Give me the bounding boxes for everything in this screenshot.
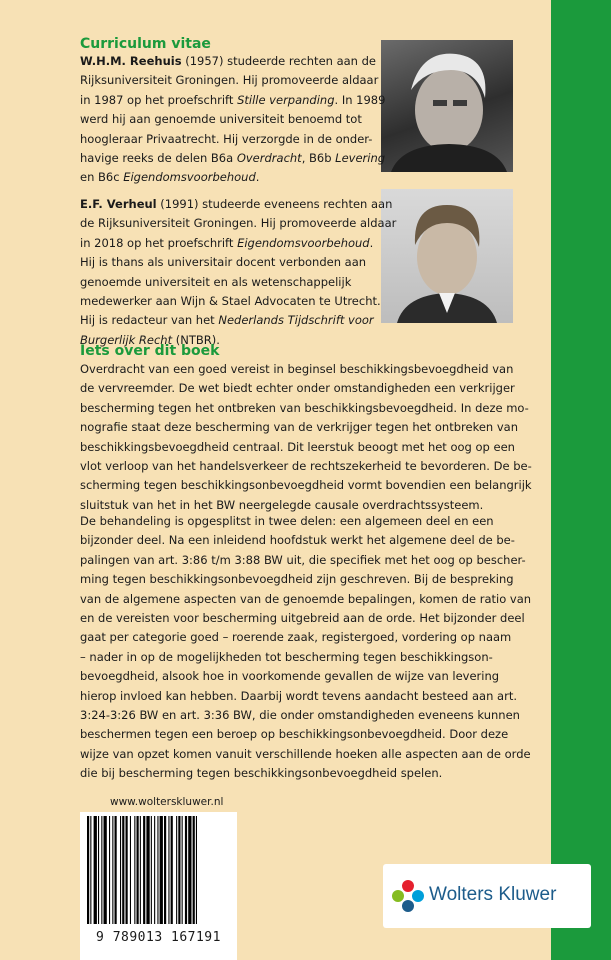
- publisher-url: www.wolterskluwer.nl: [110, 796, 224, 808]
- green-spine-stripe: [551, 0, 611, 960]
- bio-verheul: E.F. Verheul (1991) studeerde eveneens rechten aan de Rijksuniversiteit Groningen. Hij promoveerde aldaar in 2018 op het proefschrift Eigendomsvoorbehoud. Hij is thans als universitair docent verbonden aan genoemde universiteit en als wetenschappelijk medewerker aan Wijn & Stael Advocaten te Utrecht. Hij is redacteur van het Nederlands Tijdschrift voor Burgerlijk Recht (NTBR).: [80, 197, 397, 347]
- book-heading: Iets over dit boek: [80, 343, 220, 359]
- bio-reehuis: W.H.M. Reehuis (1957) studeerde rechten aan de Rijksuniversiteit Groningen. Hij promoveerde aldaar in 1987 op het proefschrift Stille verpanding. In 1989 werd hij aan genoemde universiteit benoemd tot hoogleraar Privaatrecht. Hij verzorgde in de onder- havige reeks de delen B6a Overdracht, B6b Levering en B6c Eigendomsvoorbehoud.: [80, 54, 386, 185]
- isbn-number: 9 789013 167191: [96, 930, 221, 945]
- book-description-paragraph-2: De behandeling is opgesplitst in twee delen: een algemeen deel en een bijzonder deel. Na een inleidend hoofdstuk werkt het algemene deel de be- palingen van art. 3:86 t/m 3:88 BW uit, die specifiek met het oog op bescher- ming tegen beschikkingsonbevoegdheid zijn geschreven. Bij de bespreking van de algemene aspecten van de genoemde bepalingen, komen de ratio van en de vereisten voor bescherming uitgebreid aan de orde. Het bijzonder deel gaat per categorie goed – roerende zaak, registergoed, vordering op naam – nader in op de mogelijkheden tot bescherming tegen beschikkingson- bevoegdheid, alsook hoe in voorkomende gevallen de wijze van levering hierop invloed kan hebben. Daarbij wordt tevens aandacht besteed aan art. 3:24-3:26 BW en art. 3:36 BW, die onder omstandigheden eveneens kunnen beschermen tegen een beroep op beschikkingsonbevoegdheid. Door deze wijze van opzet komen vanuit verschillende hoeken alle aspecten aan de orde die bij bescherming tegen beschikkingsonbevoegdheid spelen.: [80, 514, 532, 781]
- author-name-reehuis: W.H.M. Reehuis: [80, 54, 182, 68]
- barcode-bars: [83, 816, 234, 928]
- author-photo-verheul: [381, 189, 513, 323]
- publisher-logo: [383, 864, 591, 928]
- author-name-verheul: E.F. Verheul: [80, 197, 157, 211]
- isbn-barcode: [80, 812, 237, 960]
- book-description-paragraph-1: Overdracht van een goed vereist in beginsel beschikkingsbevoegdheid van de vervreemder. De wet biedt echter onder omstandigheden een verkrijger bescherming tegen het ontbreken van beschikkingsbevoegdheid. In deze mo- nografie staat deze bescherming van de verkrijger tegen het ontbreken van beschikkingsbevoegdheid centraal. Dit leerstuk beoogt met het oog op een vlot verloop van het handelsverkeer de rechtszekerheid te bevorderen. De be- scherming tegen beschikkingsonbevoegdheid vormt bovendien een belangrijk sluitstuk van het in het BW neergelegde causale overdrachtssysteem.: [80, 362, 532, 512]
- publisher-logo-text: Wolters Kluwer: [429, 884, 557, 905]
- cv-heading: Curriculum vitae: [80, 36, 211, 52]
- wolters-kluwer-logo-icon: [391, 879, 425, 913]
- author-photo-reehuis: [381, 40, 513, 172]
